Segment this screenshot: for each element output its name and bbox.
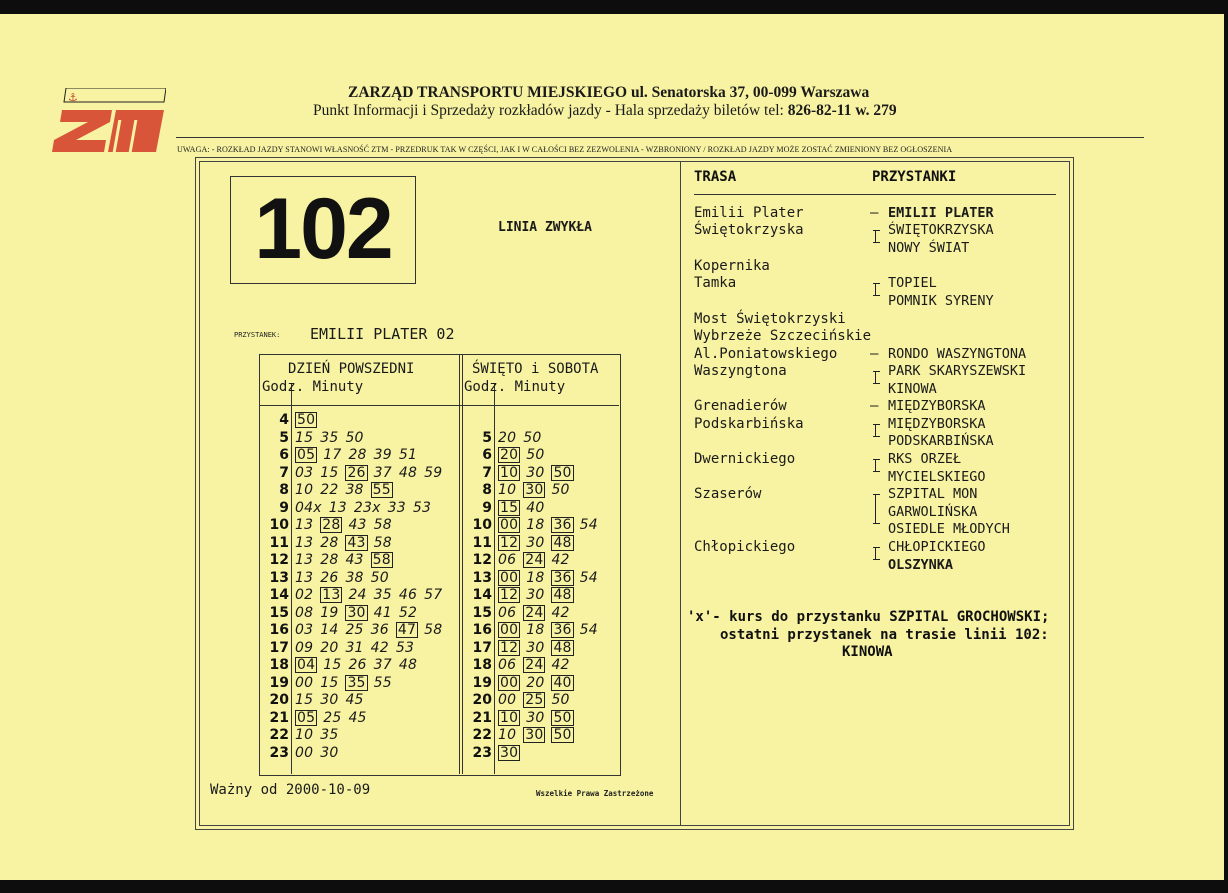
minutes-cell — [295, 570, 396, 587]
minute: 25 — [323, 709, 342, 726]
note-line-2: ostatni przystanek na trasie linii 102: — [720, 627, 1049, 643]
hour-cell: 12 — [269, 552, 289, 568]
minute: 18 — [526, 569, 545, 586]
minutes-cell — [498, 465, 580, 482]
stop-name: EMILII PLATER 02 — [310, 325, 455, 343]
hour-cell: 19 — [472, 674, 492, 691]
hour-cell: 16 — [472, 622, 492, 638]
route-stop: SZPITAL MON — [888, 486, 978, 502]
table-divider — [459, 354, 460, 774]
minute: 20 — [526, 674, 545, 691]
minutes-cell — [295, 692, 371, 709]
route-street: Tamka — [694, 275, 737, 291]
minutes-cell — [295, 745, 345, 762]
low-floor-minute: 00 — [500, 674, 519, 691]
line-type: LINIA ZWYKŁA — [498, 220, 592, 235]
route-street: Grenadierów — [694, 398, 787, 414]
hour-cell: 22 — [472, 727, 492, 743]
minute: 42 — [370, 639, 389, 656]
minute: 30 — [320, 744, 339, 761]
minute: 03 — [295, 464, 314, 481]
minutes-cell — [498, 535, 580, 552]
low-floor-minute: 55 — [372, 482, 391, 498]
route-street: Al.Poniatowskiego — [694, 346, 838, 362]
stop-bracket — [875, 283, 876, 296]
minutes-cell — [295, 605, 424, 622]
minute: 26 — [320, 569, 339, 586]
minute: 00 — [295, 744, 314, 761]
minute: 06 — [498, 604, 517, 621]
low-floor-minute: 20 — [500, 447, 519, 463]
route-stop: PODSKARBIŃSKA — [888, 433, 994, 449]
minute: 50 — [345, 429, 364, 446]
low-floor-minute: 30 — [500, 744, 519, 761]
hour-cell: 12 — [472, 552, 492, 568]
hour-cell: 7 — [482, 464, 492, 481]
hour-cell: 14 — [269, 587, 289, 603]
minute: 50 — [523, 429, 542, 446]
minute: 48 — [398, 464, 418, 481]
svg-text:⚓: ⚓ — [68, 91, 78, 104]
low-floor-minute: 50 — [297, 412, 316, 428]
hour-cell: 21 — [269, 709, 289, 726]
hour-cell: 11 — [472, 534, 492, 551]
minute: 30 — [526, 464, 545, 481]
minute: 15 — [295, 429, 314, 446]
minute: 13 — [328, 499, 347, 516]
minute: 40 — [526, 499, 545, 516]
minute: 54 — [579, 517, 598, 533]
note-line-3: KINOWA — [842, 644, 893, 660]
minute: 59 — [424, 464, 443, 481]
minutes-cell — [498, 710, 580, 727]
hour-cell: 23 — [472, 744, 492, 761]
minute: 23x — [353, 499, 381, 516]
hour-cell: 7 — [279, 464, 289, 481]
minute: 37 — [373, 657, 392, 673]
panel-divider — [680, 161, 681, 825]
minute: 28 — [320, 534, 339, 551]
minute: 31 — [345, 639, 364, 656]
route-street: Dwernickiego — [694, 451, 796, 467]
holiday-title: ŚWIĘTO i SOBOTA — [472, 361, 599, 377]
minute: 26 — [348, 657, 367, 673]
low-floor-minute: 50 — [553, 709, 572, 726]
minute: 30 — [526, 587, 545, 603]
minutes-cell — [295, 640, 421, 657]
weekday-title: DZIEŃ POWSZEDNI — [288, 361, 415, 377]
low-floor-minute: 00 — [500, 517, 519, 533]
minute: 28 — [348, 447, 367, 463]
route-stop: KINOWA — [888, 381, 937, 397]
minute: 54 — [579, 622, 598, 638]
minute: 13 — [295, 517, 314, 533]
low-floor-minute: 30 — [525, 482, 544, 498]
low-floor-minute: 47 — [397, 622, 417, 638]
stop-bracket — [875, 494, 876, 524]
low-floor-minute: 36 — [553, 517, 572, 533]
minutes-cell — [498, 587, 580, 604]
minute: 22 — [320, 482, 339, 498]
minute: 45 — [348, 709, 367, 726]
route-stop: OSIEDLE MŁODYCH — [888, 521, 1010, 537]
route-stop: TOPIEL — [888, 275, 937, 291]
low-floor-minute: 12 — [500, 639, 519, 656]
minute: 38 — [345, 569, 364, 586]
stop-label: PRZYSTANEK: — [234, 331, 281, 339]
note-line-1: 'x'- kurs do przystanku SZPITAL GROCHOWSKI; — [687, 609, 1050, 625]
minute: 54 — [579, 569, 598, 586]
route-street: Waszyngtona — [694, 363, 787, 379]
route-stop: PARK SKARYSZEWSKI — [888, 363, 1027, 379]
minute: 50 — [551, 692, 570, 708]
minute: 15 — [323, 657, 342, 673]
minute: 38 — [345, 482, 364, 498]
minute: 13 — [295, 552, 314, 568]
low-floor-minute: 48 — [553, 534, 572, 551]
table-header-divider — [259, 405, 619, 406]
low-floor-minute: 05 — [297, 709, 316, 726]
hour-cell: 8 — [482, 482, 492, 498]
rights-notice: Wszelkie Prawa Zastrzeżone — [536, 789, 654, 798]
route-street: Świętokrzyska — [694, 222, 804, 238]
hour-cell: 20 — [269, 692, 289, 708]
line-number: 102 — [254, 181, 392, 277]
route-stop: MIĘDZYBORSKA — [888, 398, 986, 414]
minute: 51 — [398, 447, 418, 463]
minute: 02 — [295, 587, 314, 603]
minutes-cell — [295, 622, 449, 639]
route-stop: CHŁOPICKIEGO — [888, 539, 986, 555]
route-stop: EMILII PLATER — [888, 205, 994, 221]
low-floor-minute: 43 — [347, 534, 366, 551]
minute: 24 — [348, 587, 367, 603]
hour-cell: 9 — [279, 499, 289, 516]
low-floor-minute: 36 — [553, 569, 572, 586]
minute: 10 — [498, 482, 517, 498]
valid-from: Ważny od 2000-10-09 — [210, 782, 371, 798]
ztm-logo — [52, 88, 166, 152]
route-stop: NOWY ŚWIAT — [888, 240, 970, 256]
low-floor-minute: 26 — [347, 464, 366, 481]
minute: 33 — [387, 499, 406, 516]
minute: 50 — [526, 447, 545, 463]
minute: 10 — [498, 727, 517, 743]
low-floor-minute: 36 — [553, 622, 572, 638]
minute: 36 — [370, 622, 389, 638]
minutes-cell — [498, 482, 577, 499]
route-column-header: TRASA — [694, 169, 737, 185]
minute: 46 — [398, 587, 418, 603]
minute: 30 — [526, 534, 545, 551]
minutes-cell — [498, 727, 580, 744]
minute: 28 — [320, 552, 339, 568]
hour-cell: 22 — [269, 727, 289, 743]
minute: 30 — [320, 692, 339, 708]
minute: 57 — [424, 587, 443, 603]
minutes-cell — [498, 430, 548, 447]
route-stop: OLSZYNKA — [888, 557, 954, 573]
hour-cell: 15 — [472, 604, 492, 621]
hour-cell: 19 — [269, 674, 289, 691]
minute: 10 — [295, 482, 314, 498]
hour-cell: 13 — [269, 569, 289, 586]
route-street: Chłopickiego — [694, 539, 796, 555]
low-floor-minute: 28 — [322, 517, 341, 533]
route-street: Wybrzeże Szczecińskie — [694, 328, 872, 344]
low-floor-minute: 15 — [500, 499, 519, 516]
low-floor-minute: 50 — [553, 727, 572, 743]
stop-bracket — [875, 459, 876, 472]
minutes-cell — [498, 622, 605, 639]
minute: 13 — [295, 569, 314, 586]
low-floor-minute: 24 — [525, 552, 544, 568]
hour-cell: 20 — [472, 692, 492, 708]
minute: 00 — [498, 692, 517, 708]
route-stop: RKS ORZEŁ — [888, 451, 962, 467]
hour-cell: 11 — [269, 534, 289, 551]
hour-cell: 17 — [472, 639, 492, 656]
minutes-cell — [295, 465, 449, 482]
low-floor-minute: 48 — [553, 639, 572, 656]
minute: 14 — [320, 622, 339, 638]
copyright-warning: UWAGA: - ROZKŁAD JAZDY STANOWI WŁASNOŚĆ ZTM - PRZEDRUK TAK W CZĘŚCI, JAK I W CAŁOŚCI BEZ ZEZWOLENIA - WZBRONIONY / ROZKŁAD JAZDY MOŻE ZOSTAĆ ZMIENIONY BEZ OGŁOSZENIA — [177, 145, 953, 154]
hour-column-divider — [494, 384, 495, 774]
minutes-cell — [498, 605, 577, 622]
low-floor-minute: 04 — [297, 657, 316, 673]
minutes-cell — [498, 552, 577, 569]
minute: 08 — [295, 604, 314, 621]
hour-cell: 5 — [482, 429, 492, 446]
holiday-subheader: Godz. Minuty — [464, 379, 566, 395]
minutes-cell — [295, 552, 399, 569]
header-info: Punkt Informacji i Sprzedaży rozkładów jazdy - Hala sprzedaży biletów tel: 826-82-11 w. 279 — [313, 102, 897, 119]
minute: 50 — [370, 569, 389, 586]
minutes-cell — [498, 517, 605, 534]
hour-cell: 14 — [472, 587, 492, 603]
minute: 20 — [320, 639, 339, 656]
minute: 17 — [323, 447, 342, 463]
minute: 58 — [424, 622, 443, 638]
low-floor-minute: 00 — [500, 569, 519, 586]
minute: 50 — [551, 482, 570, 498]
dash-mark: – — [870, 205, 879, 221]
minute: 06 — [498, 657, 517, 673]
header-divider — [176, 137, 1144, 138]
minute: 52 — [398, 604, 418, 621]
minute: 35 — [320, 727, 339, 743]
low-floor-minute: 12 — [500, 587, 519, 603]
low-floor-minute: 35 — [347, 674, 366, 691]
minute: 04x — [295, 499, 322, 516]
minute: 10 — [295, 727, 314, 743]
minutes-cell — [295, 675, 399, 692]
route-stop: ŚWIĘTOKRZYSKA — [888, 222, 994, 238]
minute: 15 — [320, 464, 339, 481]
hour-cell: 16 — [269, 622, 289, 638]
minute: 45 — [345, 692, 364, 708]
stop-bracket — [875, 424, 876, 437]
minutes-cell — [498, 570, 605, 587]
low-floor-minute: 30 — [525, 727, 544, 743]
minute: 42 — [551, 604, 570, 621]
minute: 18 — [526, 517, 545, 533]
low-floor-minute: 10 — [500, 464, 519, 481]
hour-cell: 13 — [472, 569, 492, 586]
route-street: Kopernika — [694, 258, 770, 274]
header-org: ZARZĄD TRANSPORTU MIEJSKIEGO ul. Senatorska 37, 00-099 Warszawa — [348, 84, 870, 101]
minute: 58 — [373, 517, 392, 533]
route-stop: GARWOLIŃSKA — [888, 504, 978, 520]
minute: 41 — [373, 604, 392, 621]
low-floor-minute: 05 — [297, 447, 316, 463]
minutes-cell — [295, 482, 399, 499]
route-stop: POMNIK SYRENY — [888, 293, 994, 309]
route-stop: MYCIELSKIEGO — [888, 469, 986, 485]
route-header-divider — [694, 194, 1056, 195]
minutes-cell — [295, 412, 323, 429]
minute: 42 — [551, 657, 570, 673]
minutes-cell — [295, 657, 424, 674]
weekday-subheader: Godz. Minuty — [262, 379, 364, 395]
minute: 18 — [526, 622, 545, 638]
stops-column-header: PRZYSTANKI — [872, 169, 957, 185]
hour-cell: 18 — [269, 657, 289, 673]
minutes-cell — [295, 430, 371, 447]
low-floor-minute: 30 — [347, 604, 366, 621]
low-floor-minute: 24 — [525, 657, 544, 673]
minute: 00 — [295, 674, 314, 691]
stop-bracket — [875, 371, 876, 384]
minute: 15 — [320, 674, 339, 691]
minute: 42 — [551, 552, 570, 568]
hour-cell: 18 — [472, 657, 492, 673]
minute: 48 — [398, 657, 418, 673]
minutes-cell — [498, 675, 580, 692]
low-floor-minute: 58 — [372, 552, 391, 568]
minutes-cell — [498, 692, 577, 709]
minute: 06 — [498, 552, 517, 568]
minute: 39 — [373, 447, 392, 463]
hour-cell — [464, 412, 492, 429]
dash-mark: – — [870, 398, 879, 414]
hour-cell: 9 — [482, 499, 492, 516]
low-floor-minute: 00 — [500, 622, 519, 638]
route-stop: MIĘDZYBORSKA — [888, 416, 986, 432]
hour-cell: 8 — [279, 482, 289, 498]
minute: 58 — [373, 534, 392, 551]
hour-column-divider — [291, 384, 292, 774]
minutes-cell — [498, 447, 551, 464]
minute: 15 — [295, 692, 314, 708]
minute: 19 — [320, 604, 339, 621]
route-street: Emilii Plater — [694, 205, 804, 221]
minutes-cell — [498, 745, 526, 762]
hour-cell: 23 — [269, 744, 289, 761]
route-street: Podskarbińska — [694, 416, 804, 432]
low-floor-minute: 10 — [500, 709, 519, 726]
minutes-cell — [498, 640, 580, 657]
minutes-cell — [295, 500, 438, 517]
low-floor-minute: 25 — [525, 692, 544, 708]
minute: 55 — [373, 674, 392, 691]
table-divider — [462, 354, 463, 774]
low-floor-minute: 12 — [500, 534, 519, 551]
minutes-cell — [295, 447, 424, 464]
minutes-cell — [498, 500, 551, 517]
dash-mark: – — [870, 346, 879, 362]
minute: 25 — [345, 622, 364, 638]
minute: 09 — [295, 639, 314, 656]
hour-cell: 10 — [472, 517, 492, 533]
hour-cell: 6 — [279, 447, 289, 463]
hour-cell: 17 — [269, 639, 289, 656]
route-street: Most Świętokrzyski — [694, 311, 846, 327]
minute: 35 — [373, 587, 392, 603]
hour-cell: 4 — [279, 412, 289, 428]
minute: 20 — [498, 429, 517, 446]
stop-bracket — [875, 547, 876, 560]
minute: 13 — [295, 534, 314, 551]
low-floor-minute: 48 — [553, 587, 572, 603]
hour-cell: 6 — [482, 447, 492, 463]
low-floor-minute: 24 — [525, 604, 544, 621]
minutes-cell — [498, 657, 577, 674]
minutes-cell — [295, 727, 345, 744]
minute: 37 — [373, 464, 392, 481]
minute: 43 — [345, 552, 364, 568]
minute: 53 — [412, 499, 432, 516]
hour-cell: 15 — [269, 604, 289, 621]
minute: 35 — [320, 429, 339, 446]
stop-bracket — [875, 230, 876, 243]
minutes-cell — [295, 587, 449, 604]
low-floor-minute: 50 — [553, 464, 572, 481]
low-floor-minute: 40 — [553, 674, 572, 691]
hour-cell: 5 — [279, 429, 289, 446]
minutes-cell — [295, 535, 399, 552]
route-stop: RONDO WASZYNGTONA — [888, 346, 1027, 362]
minute: 03 — [295, 622, 314, 638]
minutes-cell — [295, 710, 374, 727]
low-floor-minute: 13 — [322, 587, 341, 603]
minute: 30 — [526, 639, 545, 656]
minute: 43 — [348, 517, 367, 533]
minutes-cell — [295, 517, 399, 534]
minute: 53 — [395, 639, 415, 656]
hour-cell: 10 — [269, 517, 289, 533]
minute: 30 — [526, 709, 545, 726]
route-street: Szaserów — [694, 486, 762, 502]
hour-cell: 21 — [472, 709, 492, 726]
